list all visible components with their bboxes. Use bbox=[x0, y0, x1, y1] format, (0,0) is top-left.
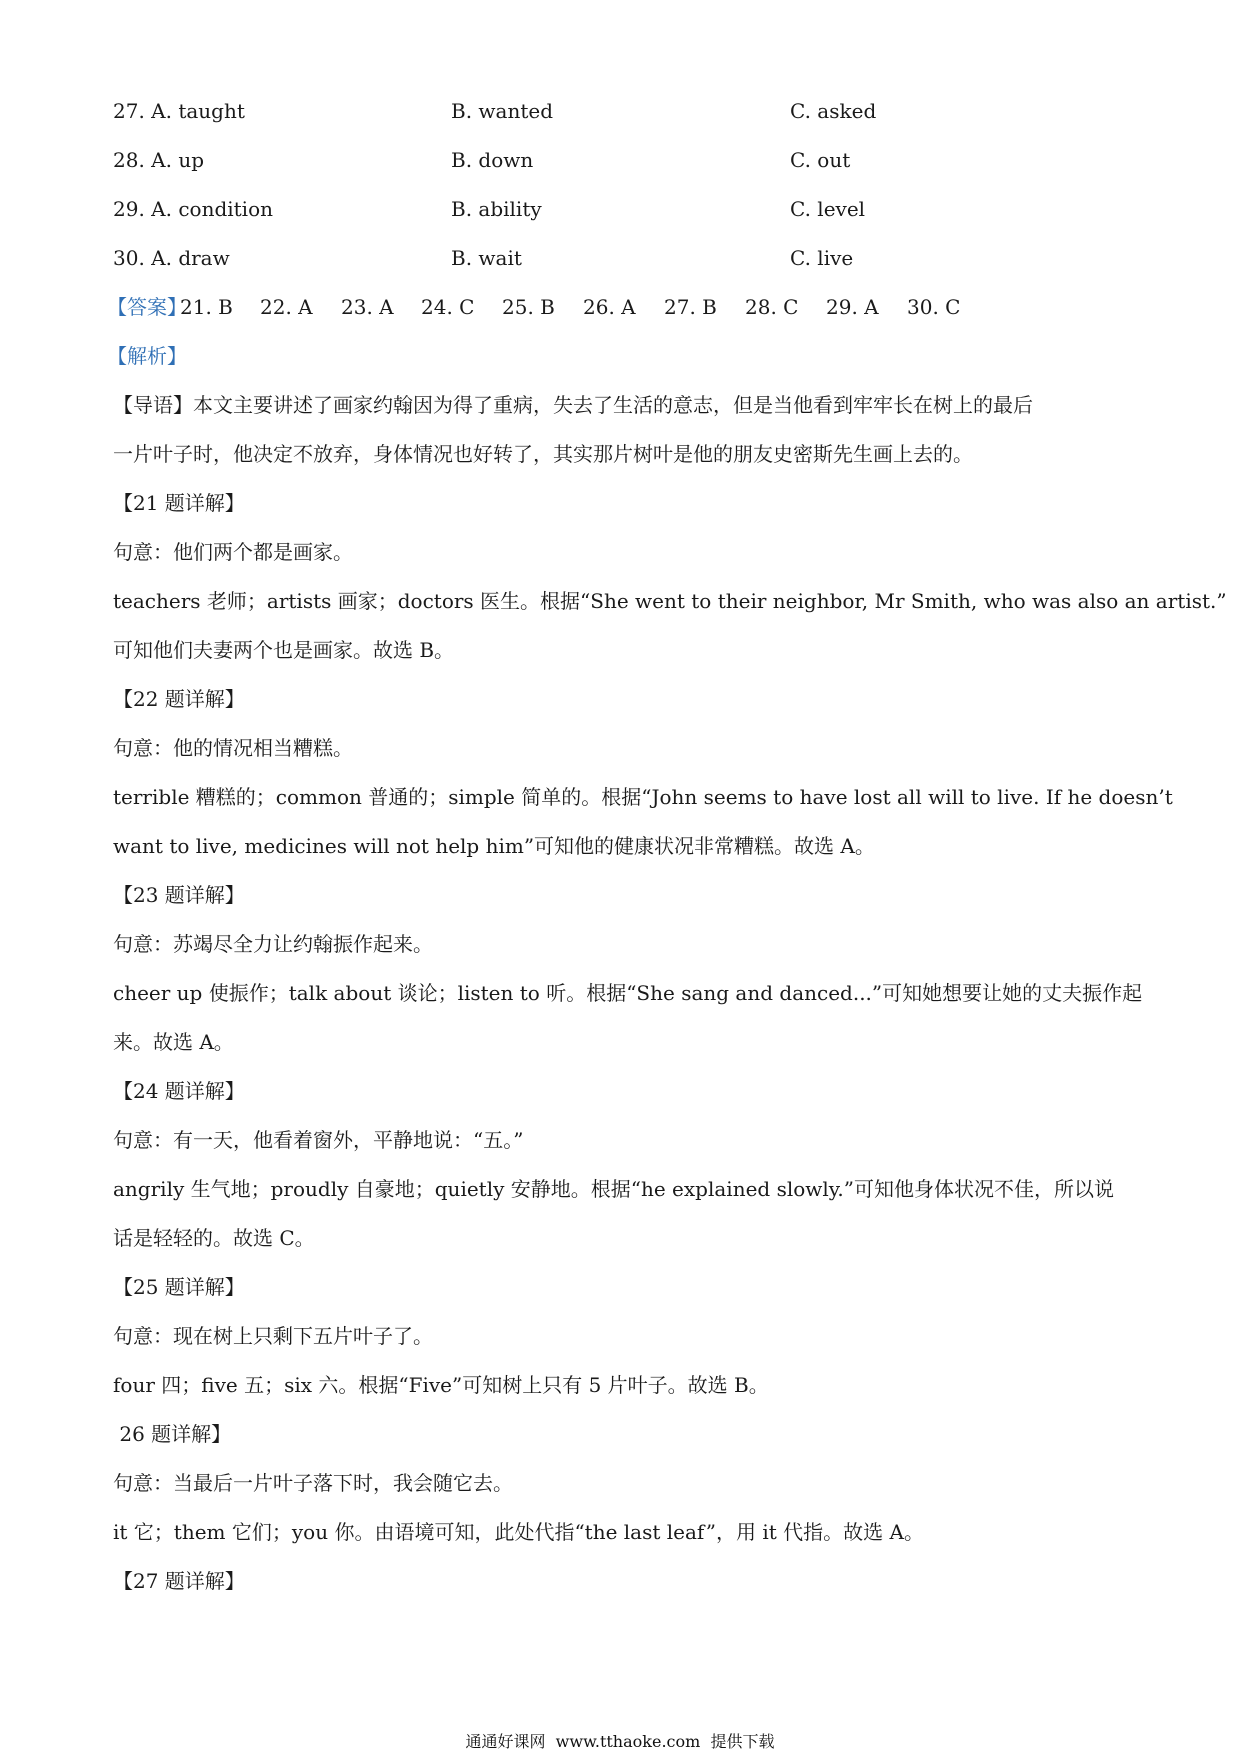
answer-item: 30. C bbox=[907, 295, 961, 319]
option-row-28 bbox=[113, 147, 1133, 196]
option-a: 29. A. condition bbox=[113, 197, 273, 221]
explanation-line: want to live, medicines will not help him”可知他的健康状况非常糟糕。故选 A。 bbox=[113, 834, 875, 858]
document-page bbox=[107, 98, 1227, 1617]
answer-item: 27. B bbox=[664, 295, 717, 319]
option-c: C. level bbox=[790, 197, 866, 221]
explanation-line: 可知他们夫妻两个也是画家。故选 B。 bbox=[113, 638, 455, 662]
answer-label: 【答案】 bbox=[107, 295, 187, 319]
question-heading: 【24 题详解】 bbox=[113, 1079, 245, 1103]
option-a: 30. A. draw bbox=[113, 246, 230, 270]
explanation-line: 话是轻轻的。故选 C。 bbox=[113, 1226, 315, 1250]
answer-item: 23. A bbox=[341, 295, 394, 319]
option-b: B. ability bbox=[451, 197, 542, 221]
answer-item: 24. C bbox=[421, 295, 475, 319]
option-a: 28. A. up bbox=[113, 148, 205, 172]
intro-line: 一片叶子时，他决定不放弃，身体情况也好转了，其实那片树叶是他的朋友史密斯先生画上去的。 bbox=[113, 442, 973, 466]
sentence-meaning: 句意：现在树上只剩下五片叶子了。 bbox=[113, 1324, 433, 1348]
sentence-meaning: 句意：他的情况相当糟糕。 bbox=[113, 736, 353, 760]
answer-item: 29. A bbox=[826, 295, 879, 319]
question-heading: 【21 题详解】 bbox=[113, 491, 245, 515]
option-c: C. out bbox=[790, 148, 851, 172]
option-c: C. asked bbox=[790, 99, 877, 123]
explanation-line: 来。故选 A。 bbox=[113, 1030, 234, 1054]
question-heading: 【22 题详解】 bbox=[113, 687, 245, 711]
explanation-line: angrily 生气地；proudly 自豪地；quietly 安静地。根据“he explained slowly.”可知他身体状况不佳，所以说 bbox=[113, 1177, 1115, 1201]
explanation-line: cheer up 使振作；talk about 谈论；listen to 听。根据“She sang and danced...”可知她想要让她的丈夫振作起 bbox=[113, 981, 1143, 1005]
page-footer: 通通好课网 www.tthaoke.com 提供下载 bbox=[465, 1732, 775, 1751]
option-row-29 bbox=[113, 196, 1133, 245]
question-heading: 【27 题详解】 bbox=[113, 1569, 245, 1593]
answer-row bbox=[107, 294, 1133, 343]
analysis-label: 【解析】 bbox=[107, 344, 187, 368]
sentence-meaning: 句意：他们两个都是画家。 bbox=[113, 540, 353, 564]
option-row-27 bbox=[113, 98, 1133, 147]
option-c: C. live bbox=[790, 246, 854, 270]
explanation-line: terrible 糟糕的；common 普通的；simple 简单的。根据“John seems to have lost all will to live. If he doesn’t bbox=[113, 785, 1173, 809]
sentence-meaning: 句意：当最后一片叶子落下时，我会随它去。 bbox=[113, 1471, 513, 1495]
sentence-meaning: 句意：苏竭尽全力让约翰振作起来。 bbox=[113, 932, 433, 956]
answer-item: 22. A bbox=[260, 295, 313, 319]
answer-item: 26. A bbox=[583, 295, 636, 319]
explanation-line: teachers 老师；artists 画家；doctors 医生。根据“She went to their neighbor, Mr Smith, who was also an artist.” bbox=[113, 589, 1227, 613]
option-row-30 bbox=[113, 245, 1133, 294]
option-b: B. wait bbox=[451, 246, 522, 270]
answer-item: 21. B bbox=[180, 295, 233, 319]
intro-line: 【导语】本文主要讲述了画家约翰因为得了重病，失去了生活的意志，但是当他看到牢牢长在树上的最后 bbox=[113, 393, 1033, 417]
answer-item: 25. B bbox=[502, 295, 555, 319]
option-b: B. wanted bbox=[451, 99, 554, 123]
option-b: B. down bbox=[451, 148, 534, 172]
option-a: 27. A. taught bbox=[113, 99, 245, 123]
question-heading: 26 题详解】 bbox=[113, 1422, 232, 1446]
answer-item: 28. C bbox=[745, 295, 799, 319]
question-heading: 【23 题详解】 bbox=[113, 883, 245, 907]
question-heading: 【25 题详解】 bbox=[113, 1275, 245, 1299]
explanation-line: four 四；five 五；six 六。根据“Five”可知树上只有 5 片叶子。故选 B。 bbox=[113, 1373, 769, 1397]
explanation-line: it 它；them 它们；you 你。由语境可知，此处代指“the last leaf”，用 it 代指。故选 A。 bbox=[113, 1520, 924, 1544]
sentence-meaning: 句意：有一天，他看着窗外，平静地说：“五。” bbox=[113, 1128, 524, 1152]
